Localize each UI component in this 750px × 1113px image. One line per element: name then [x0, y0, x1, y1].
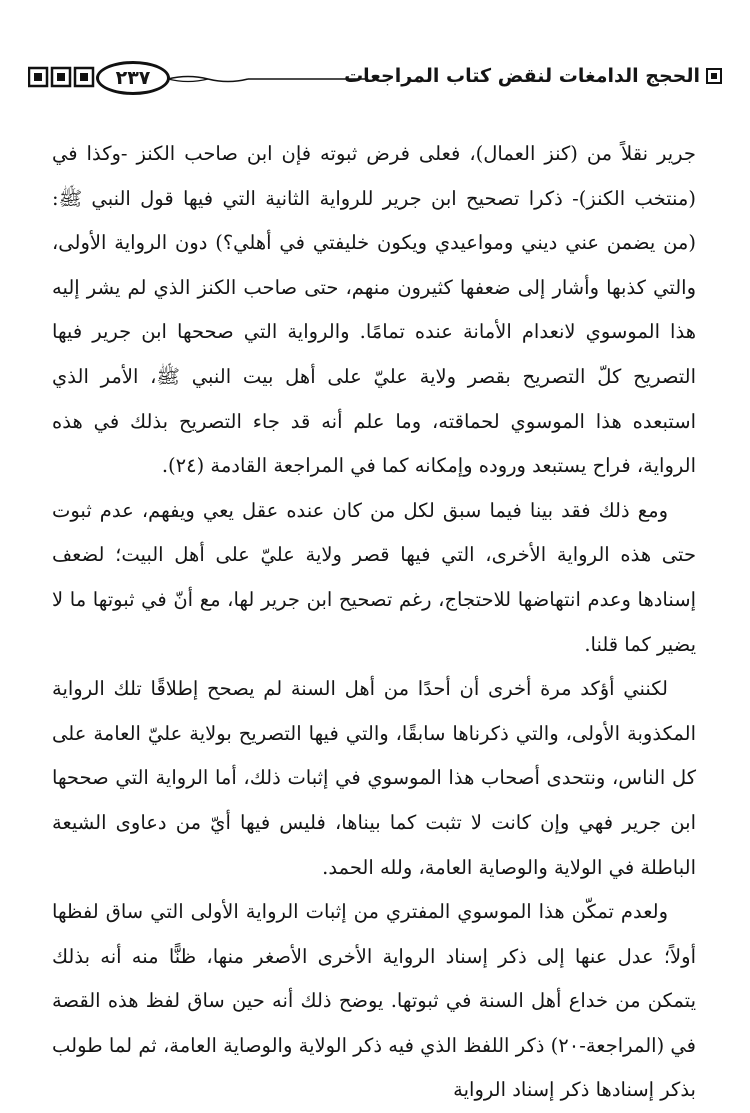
paragraph: ومع ذلك فقد بينا فيما سبق لكل من كان عنده عقل يعي ويفهم، عدم ثبوت حتى هذه الرواية الأخرى، التي فيها قصر ولاية عليّ على أهل البيت؛ لضعف إسنادها وعدم انتهاضها للاحتجاج، رغم تصحيح ابن جرير لها، مع أنّ في ثبوتها ما لا يضير كما قلنا. — [52, 498, 696, 656]
page-number: ٢٣٧ — [115, 67, 151, 89]
paragraph: ولعدم تمكّن هذا الموسوي المفتري من إثبات الرواية الأولى التي ساق لفظها أولاً؛ عدل عنها إلى ذكر إسناد الرواية الأخرى الأصغر منها، ظنًّا منه أنه بذلك يتمكن من خداع أهل السنة في ثبوتها. يوضح ذلك أنه حين ساق لفظ هذه القصة في (المراجعة-٢٠) ذكر اللفظ الذي فيه ذكر الولاية والوصاية العامة، ثم لما طولب بذكر إسنادها ذكر إسناد الرواية — [52, 900, 696, 1102]
decorative-border-ornament — [28, 66, 98, 88]
decorative-rule — [168, 74, 368, 84]
running-header — [28, 56, 722, 100]
title-ornament — [706, 68, 722, 84]
page-number-oval — [96, 61, 170, 95]
paragraph: جرير نقلاً من (كنز العمال)، فعلى فرض ثبوته فإن ابن صاحب الكنز -وكذا في (منتخب الكنز)- ذكرا تصحيح ابن جرير للرواية الثانية التي فيها قول النبي ﷺ: (من يضمن عني ديني ومواعيدي ويكون خليفتي في أهلي؟) دون الرواية الأولى، والتي كذبها وأشار إلى ضعفها كثيرون منهم، حتى صاحب الكنز الذي لم يشر إليه هذا الموسوي لانعدام الأمانة عنده تمامًا. والرواية التي صححها ابن جرير فيها التصريح كلّ التصريح بقصر ولاية عليّ على أهل بيت النبي ﷺ، الأمر الذي استبعده هذا الموسوي لحماقته، وما علم أنه قد جاء التصريح بذلك في هذه الرواية، فراح يستبعد وروده وإمكانه كما في المراجعة القادمة (٢٤). — [52, 142, 696, 478]
header-title-group — [344, 58, 722, 94]
book-title: الحجج الدامغات لنقض كتاب المراجعات — [344, 65, 700, 87]
page-body — [52, 132, 696, 1113]
paragraph: لكنني أؤكد مرة أخرى أن أحدًا من أهل السنة لم يصحح إطلاقًا تلك الرواية المكذوبة الأولى، والتي ذكرناها سابقًا، والتي فيها التصريح بولاية عليّ العامة على كل الناس، ونتحدى أصحاب هذا الموسوي في إثبات ذلك، أما الرواية التي صححها ابن جرير فهي وإن كانت لا تثبت كما بيناها، فليس فيها أيّ من دعاوى الشيعة الباطلة في الولاية والوصاية العامة، ولله الحمد. — [52, 677, 696, 879]
